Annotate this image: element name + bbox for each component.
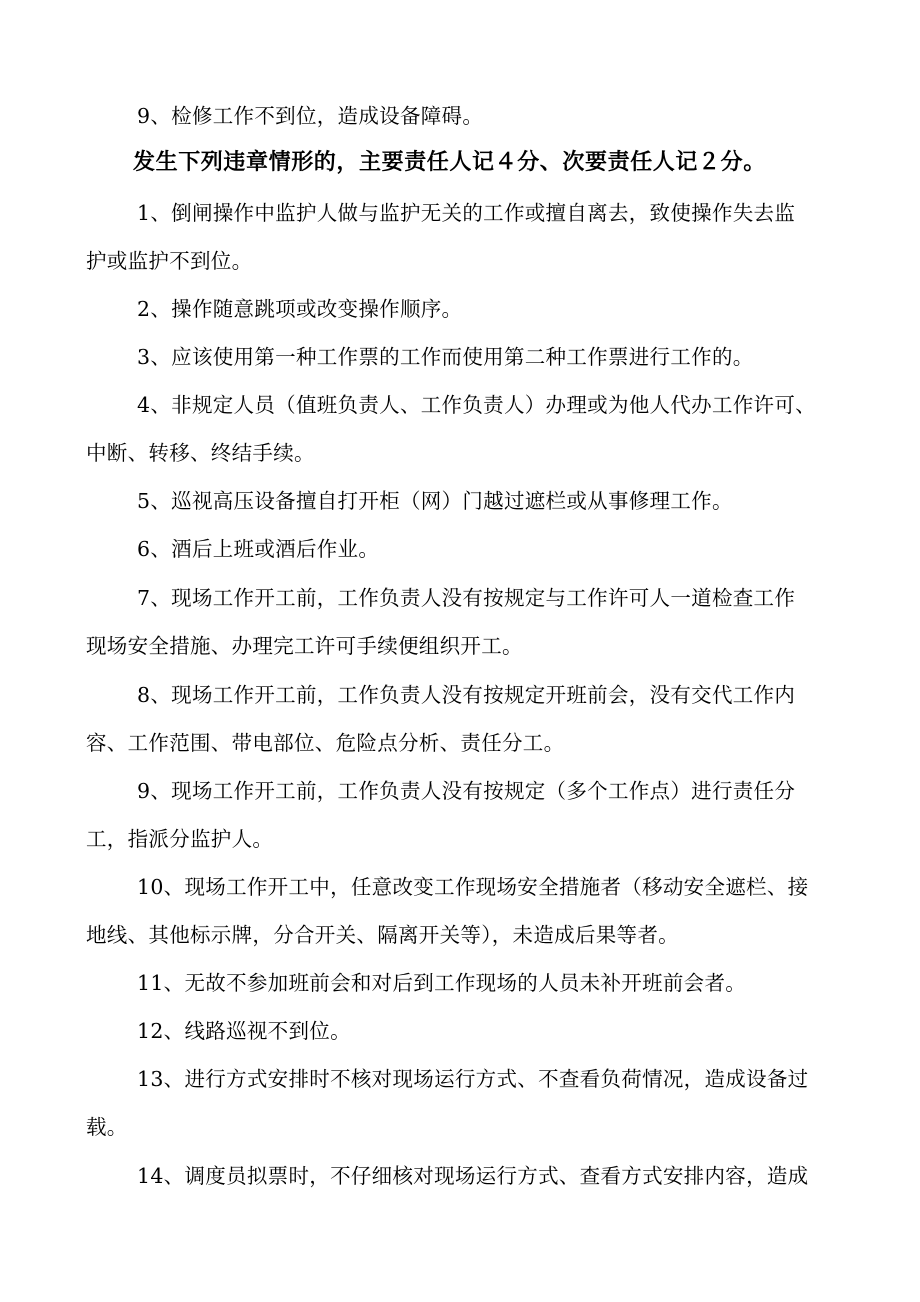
item-14-line-1: 14、调度员拟票时，不仔细核对现场运行方式、查看方式安排内容，造成 — [137, 1164, 809, 1188]
item-3: 3、应该使用第一种工作票的工作而使用第二种工作票进行工作的。 — [137, 345, 754, 369]
item-1-line-1: 1、倒闸操作中监护人做与监护无关的工作或擅自离去，致使操作失去监 — [137, 201, 796, 225]
item-12: 12、线路巡视不到位。 — [137, 1019, 351, 1043]
item-11: 11、无故不参加班前会和对后到工作现场的人员未补开班前会者。 — [137, 971, 747, 995]
item-7-line-2: 现场安全措施、办理完工许可手续便组织开工。 — [86, 634, 523, 658]
item-9-line-2: 工，指派分监护人。 — [86, 827, 274, 851]
item-8-line-1: 8、现场工作开工前，工作负责人没有按规定开班前会，没有交代工作内 — [137, 683, 796, 707]
section-heading: 发生下列违章情形的，主要责任人记４分、次要责任人记２分。 — [133, 150, 766, 175]
item-1-line-2: 护或监护不到位。 — [86, 249, 253, 273]
item-10-line-1: 10、现场工作开工中，任意改变工作现场安全措施者（移动安全遮栏、接 — [137, 875, 809, 899]
item-7-line-1: 7、现场工作开工前，工作负责人没有按规定与工作许可人一道检查工作 — [137, 586, 796, 610]
item-13-line-2: 载。 — [86, 1115, 128, 1139]
item-2: 2、操作随意跳项或改变操作顺序。 — [137, 297, 463, 321]
item-9-prev: 9、检修工作不到位，造成设备障碍。 — [137, 104, 484, 128]
item-5: 5、巡视高压设备擅自打开柜（网）门越过遮栏或从事修理工作。 — [137, 489, 733, 513]
item-4-line-1: 4、非规定人员（值班负责人、工作负责人）办理或为他人代办工作许可、 — [137, 393, 816, 417]
item-8-line-2: 容、工作范围、带电部位、危险点分析、责任分工。 — [86, 731, 565, 755]
item-6: 6、酒后上班或酒后作业。 — [137, 537, 380, 561]
item-9-line-1: 9、现场工作开工前，工作负责人没有按规定（多个工作点）进行责任分 — [137, 779, 796, 803]
item-13-line-1: 13、进行方式安排时不核对现场运行方式、不查看负荷情况，造成设备过 — [137, 1067, 809, 1091]
item-10-line-2: 地线、其他标示牌，分合开关、隔离开关等），未造成后果等者。 — [86, 923, 679, 947]
item-4-line-2: 中断、转移、终结手续。 — [86, 441, 315, 465]
